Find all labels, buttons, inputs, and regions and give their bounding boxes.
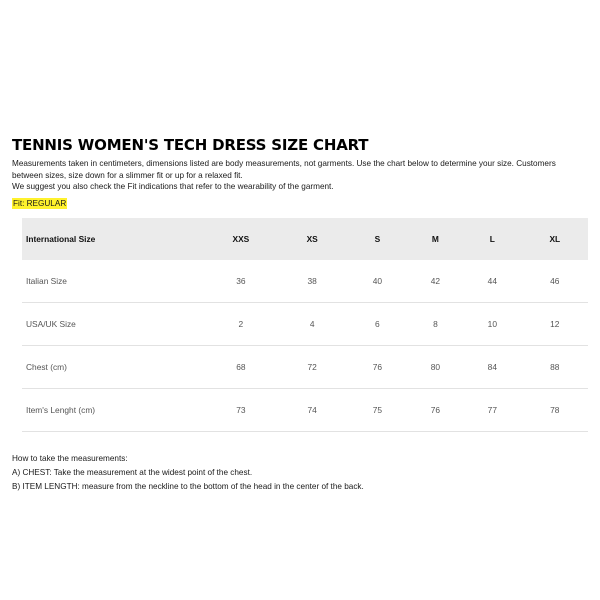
table-row — [22, 303, 588, 346]
table-cell: 36 — [204, 260, 277, 303]
table-cell: 76 — [408, 389, 463, 432]
row-label: Italian Size — [22, 260, 204, 303]
page-title: TENNIS WOMEN'S TECH DRESS SIZE CHART — [12, 136, 369, 154]
table-cell: 42 — [408, 260, 463, 303]
size-header: XL — [522, 218, 588, 260]
size-table — [22, 218, 588, 432]
measurement-notes — [12, 452, 588, 494]
intro-line-1: Measurements taken in centimeters, dimensions listed are body measurements, not garments. Use the chart below to determine your size. Customers — [12, 159, 556, 168]
row-label: Item's Lenght (cm) — [22, 389, 204, 432]
table-cell: 77 — [463, 389, 522, 432]
table-header-row — [22, 218, 588, 260]
table-cell: 76 — [347, 346, 408, 389]
size-header: M — [408, 218, 463, 260]
size-chart-document — [12, 137, 588, 211]
table-cell: 88 — [522, 346, 588, 389]
table-cell: 10 — [463, 303, 522, 346]
table-cell: 8 — [408, 303, 463, 346]
note-item-length: B) ITEM LENGTH: measure from the neckline to the bottom of the head in the center of the back. — [12, 482, 364, 491]
table-row — [22, 389, 588, 432]
table-cell: 2 — [204, 303, 277, 346]
intro-line-2: between sizes, size down for a slimmer fit or up for a relaxed fit. — [12, 170, 243, 180]
header-label: International Size — [22, 218, 204, 260]
size-header: S — [347, 218, 408, 260]
size-header: XS — [277, 218, 347, 260]
table-cell: 73 — [204, 389, 277, 432]
table-cell: 46 — [522, 260, 588, 303]
row-label: USA/UK Size — [22, 303, 204, 346]
table-cell: 6 — [347, 303, 408, 346]
table-cell: 68 — [204, 346, 277, 389]
size-header: L — [463, 218, 522, 260]
note-chest: A) CHEST: Take the measurement at the widest point of the chest. — [12, 468, 253, 477]
table-cell: 44 — [463, 260, 522, 303]
table-cell: 12 — [522, 303, 588, 346]
table-cell: 75 — [347, 389, 408, 432]
table-cell: 4 — [277, 303, 347, 346]
table-cell: 80 — [408, 346, 463, 389]
table-row — [22, 260, 588, 303]
intro-line-3: We suggest you also check the Fit indications that refer to the wearability of the garment. — [12, 182, 334, 191]
notes-heading: How to take the measurements: — [12, 454, 128, 463]
fit-badge: Fit: REGULAR — [13, 198, 67, 208]
table-row — [22, 346, 588, 389]
table-cell: 38 — [277, 260, 347, 303]
table-cell: 74 — [277, 389, 347, 432]
table-cell: 84 — [463, 346, 522, 389]
table-cell: 78 — [522, 389, 588, 432]
row-label: Chest (cm) — [22, 346, 204, 389]
size-header: XXS — [204, 218, 277, 260]
table-cell: 72 — [277, 346, 347, 389]
table-cell: 40 — [347, 260, 408, 303]
